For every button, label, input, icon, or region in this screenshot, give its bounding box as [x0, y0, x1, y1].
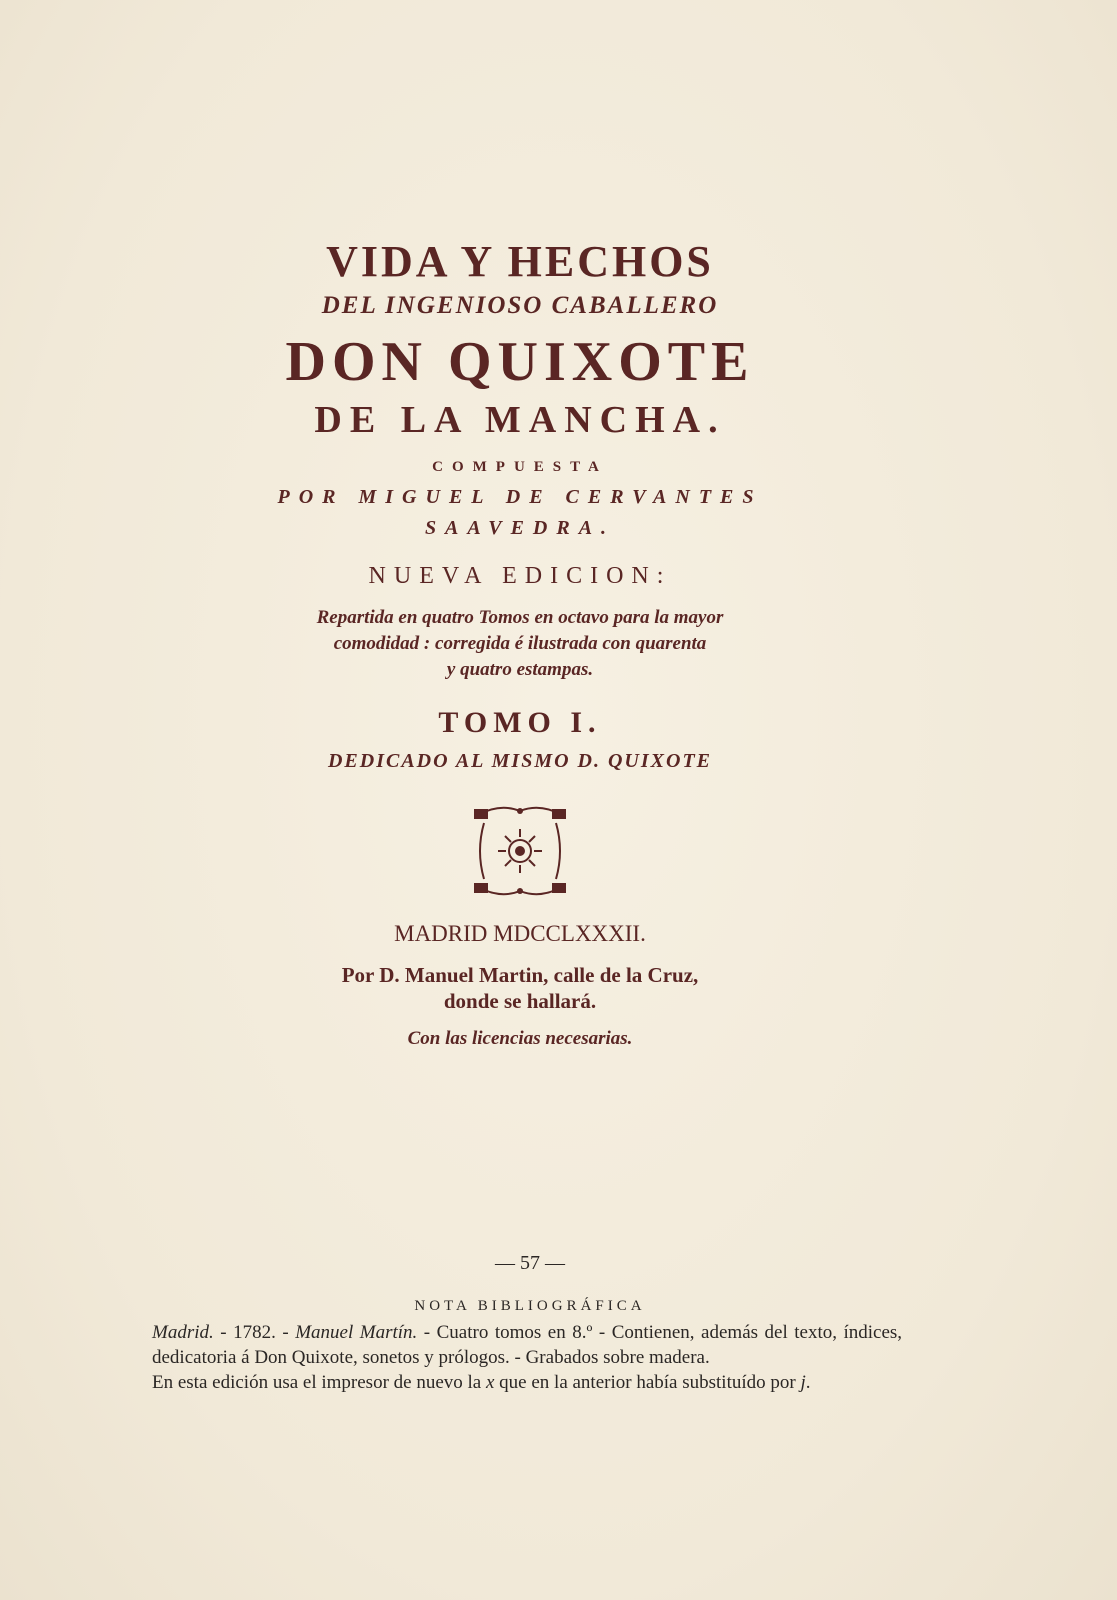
nota-description: - Cuatro tomos en 8.º - Contienen, además del texto, índices, dedicatoria á Don Quixote, sonetos y prólogos. - Grabados sobre madera.	[152, 1322, 903, 1368]
nota-text-b: que en la anterior había substituído por	[499, 1372, 796, 1393]
title-edition-description: Repartida en quatro Tomos en octavo para la mayor comodidad : corregida é ilustrada con quarenta y quatro estampas.	[316, 607, 724, 680]
imprint-licences: Con las licencias necesarias.	[407, 1028, 633, 1049]
imprint-printer: Por D. Manuel Martin, calle de la Cruz, donde se hallará.	[341, 963, 699, 1013]
title-line-compuesta: COMPUESTA	[432, 459, 608, 475]
title-line-vida-y-hechos: VIDA Y HECHOS	[326, 237, 714, 286]
nota-text-end: .	[805, 1372, 811, 1393]
title-line-don-quixote: DON QUIXOTE	[285, 331, 755, 393]
nota-place: Madrid.	[152, 1322, 214, 1343]
nota-letter-x: x	[485, 1372, 495, 1393]
title-line-author: POR MIGUEL DE CERVANTES	[277, 486, 763, 508]
imprint-place-date: MADRID MDCCLXXXII.	[394, 921, 646, 946]
title-line-dedication: DEDICADO AL MISMO D. QUIXOTE	[327, 750, 713, 772]
nota-printer: Manuel Martín.	[295, 1322, 418, 1343]
nota-paragraph-1	[152, 1320, 902, 1370]
nota-letter-j: j	[800, 1372, 806, 1393]
page-number: — 57 —	[495, 1252, 565, 1274]
nota-heading: NOTA BIBLIOGRÁFICA	[414, 1298, 646, 1314]
nota-paragraph-2	[152, 1370, 902, 1395]
nota-year: - 1782. -	[220, 1322, 289, 1343]
title-line-ingenioso-caballero: DEL INGENIOSO CABALLERO	[321, 292, 719, 319]
printers-ornament-icon	[470, 803, 570, 899]
title-line-saavedra: SAAVEDRA.	[424, 517, 616, 539]
title-line-de-la-mancha: DE LA MANCHA.	[314, 399, 726, 441]
title-line-nueva-edicion: NUEVA EDICION:	[368, 563, 672, 589]
nota-text-a: En esta edición usa el impresor de nuevo la	[152, 1372, 482, 1393]
title-line-tomo: TOMO I.	[438, 706, 602, 739]
nota-body	[152, 1320, 902, 1395]
